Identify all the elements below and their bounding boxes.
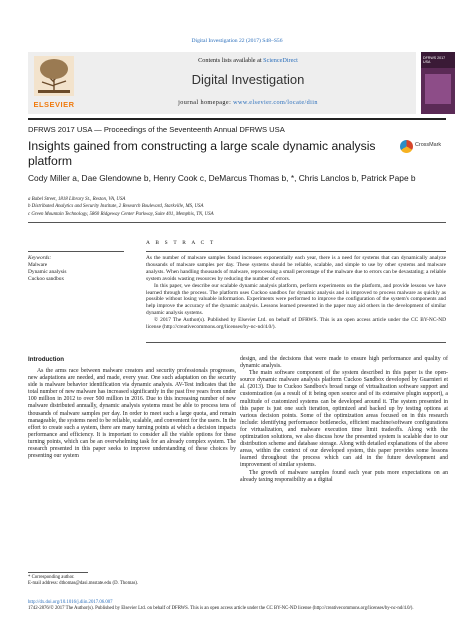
body-paragraph: The main software component of the system described in this paper is the open-source dynamic malware analysis platform Cuckoo Sandbox developed by Guarnieri et al. (2013). Due to Cuckoo Sandbox's broad range of virtualization software support and customization (as a result of it being open source and of its extensive plugin support), a multitude of customized systems can be developed around it. The system presented in this paper is just one such iteration, optimized and backed up by testing options at various decision points. Some of the optimization areas focused on in this research include: identifying performance bottlenecks, efficient machine/software configurations for virtualization, and malware execution time limit tradeoffs. Along with the optimization solutions, we also discuss how the presented system is scalable due to our distribution scheme and database storage. Along with detailed explanations of the above areas, within the context of our developed system, this paper provides some lessons learned throughout the process which can aid in the future development and improvement of similar systems. bbox=[240, 370, 448, 469]
cover-text: DFRWS 2017 USA bbox=[423, 56, 446, 64]
copyright-notice: 1742-2876/© 2017 The Author(s). Published by Elsevier Ltd. on behalf of DFRWS. This is an open access article under the CC BY-NC-ND license (http://creativecommons.org/licenses/by-nc-nd/4.0/). bbox=[28, 606, 414, 611]
journal-cover-thumbnail[interactable] bbox=[421, 52, 455, 114]
crossmark-label: CrossMark bbox=[415, 142, 442, 148]
email-note[interactable]: E-mail address: dthomas@dasi.msstate.edu (D. Thomas). bbox=[28, 581, 139, 587]
author-list: Cody Miller a, Dae Glendowne b, Henry Cook c, DeMarcus Thomas b, *, Chris Lanclos b, Patrick Pape b bbox=[28, 173, 416, 183]
affiliation-a: a Babel Street, 1818 Library St., Reston, VA, USA bbox=[28, 197, 126, 202]
contents-line bbox=[88, 57, 408, 64]
crossmark-icon bbox=[400, 140, 413, 153]
homepage-prefix: journal homepage: bbox=[178, 99, 234, 106]
keyword: Dynamic analysis bbox=[28, 268, 67, 275]
body-paragraph: As the arms race between malware creators and security professionals progresses, new adaptations are needed, and made, every year. One such adaptation on the security side is malware behavior identification via dynamic analysis. AV-Test indicates that the total number of new malware has increased significantly in the past five years from under 100 million in 2012 to over 500 million in 2016. Due to this increasing number of new malware distributed annually, dynamic analysis systems must be able to process tens of thousands of malware samples per day. In order to meet such a large quota, and remain manageable, the systems need to be reliable, scalable, and convenient for the users. In the effort to create such a system, there are many turning points at which a decision impacts performance and efficiency. It is important to consider all the viable options for these turning points, which can be an overwhelming task for an already complex system. The research presented in this paper seeks to improve understanding of these choices by presenting our system bbox=[28, 368, 236, 460]
abstract-paragraph: As the number of malware samples found increases exponentially each year, there is a need for systems that can dynamically analyze thousands of malware samples per day. These systems should be reliable, scalable, and simple to use by other systems and malware analysts. When handling thousands of malware, reprocessing a small percentage of the malware due to errors can be devastating; a reliable system avoids wasting resources by reducing the number of errors. bbox=[146, 255, 446, 282]
body-paragraph: The growth of malware samples found each year puts more expectations on an already taxing responsibility as a digital bbox=[240, 469, 448, 483]
front-matter-rule bbox=[28, 222, 446, 223]
section-heading-introduction: Introduction bbox=[28, 356, 65, 363]
journal-homepage bbox=[88, 99, 408, 106]
affiliation-b: b Distributed Analytics and Security Institute, 2 Research Boulevard, Starkville, MS, USA bbox=[28, 204, 204, 210]
affiliations bbox=[28, 196, 448, 218]
crossmark-badge[interactable] bbox=[400, 139, 446, 155]
abstract-paragraph: In this paper, we describe our scalable dynamic analysis platform, perform experiments on the platform, and provide lessons we have learned through the process. The platform uses Cuckoo sandbox for dynamic analysis and is improved to process malware as quickly as possible without losing valuable information. Experiments were performed to improve the configuration of the system's components and help improve the accuracy of the dynamic analysis. Lessons learned presented in the paper may aid others in the development of similar dynamic analysis systems. bbox=[146, 282, 446, 317]
journal-title: Digital Investigation bbox=[191, 72, 305, 87]
homepage-link[interactable]: www.elsevier.com/locate/diin bbox=[233, 99, 318, 106]
abstract-rule bbox=[146, 251, 446, 252]
keyword: Cuckoo sandbox bbox=[28, 275, 65, 282]
affiliation-c: c Green Mountain Technology, 5860 Ridgeway Center Parkway, Suite 401, Memphis, TN, USA bbox=[28, 211, 214, 217]
header-rule bbox=[28, 118, 446, 120]
cover-art bbox=[425, 74, 451, 104]
abstract-bottom-rule bbox=[146, 342, 446, 343]
sciencedirect-link[interactable]: ScienceDirect bbox=[263, 57, 298, 64]
article-info-rule bbox=[28, 251, 124, 252]
keywords-heading: Keywords: bbox=[28, 255, 52, 261]
abstract-license[interactable]: © 2017 The Author(s). Published by Elsevier Ltd. on behalf of DFRWS. This is an open access article under the CC BY-NC-ND license (http://creativecommons.org/licenses/by-nc-nd/4.0/). bbox=[146, 317, 446, 331]
journal-reference[interactable]: Digital Investigation 22 (2017) S48–S56 bbox=[191, 38, 283, 44]
keywords-list bbox=[28, 262, 66, 282]
body-column-right bbox=[240, 356, 448, 484]
abstract-heading: A B S T R A C T bbox=[146, 240, 216, 246]
footnote bbox=[28, 575, 236, 588]
contents-prefix: Contents lists available at bbox=[198, 57, 264, 64]
paper-title: Insights gained from constructing a large scale dynamic analysis platform bbox=[28, 139, 376, 168]
footnote-rule bbox=[28, 572, 88, 573]
body-paragraph: design, and the decisions that were made to ensure high performance and quality of dynamic analysis. bbox=[240, 356, 448, 370]
elsevier-logo-text: ELSEVIER bbox=[33, 100, 75, 109]
body-column-left bbox=[28, 368, 236, 460]
doi-link[interactable]: http://dx.doi.org/10.1016/j.diin.2017.06.007 bbox=[28, 600, 113, 605]
abstract-body bbox=[146, 255, 446, 331]
corresponding-author-note: * Corresponding author. bbox=[28, 575, 75, 580]
conference-line: DFRWS 2017 USA — Proceedings of the Seventeenth Annual DFRWS USA bbox=[28, 125, 285, 134]
keyword: Malware bbox=[28, 262, 48, 268]
